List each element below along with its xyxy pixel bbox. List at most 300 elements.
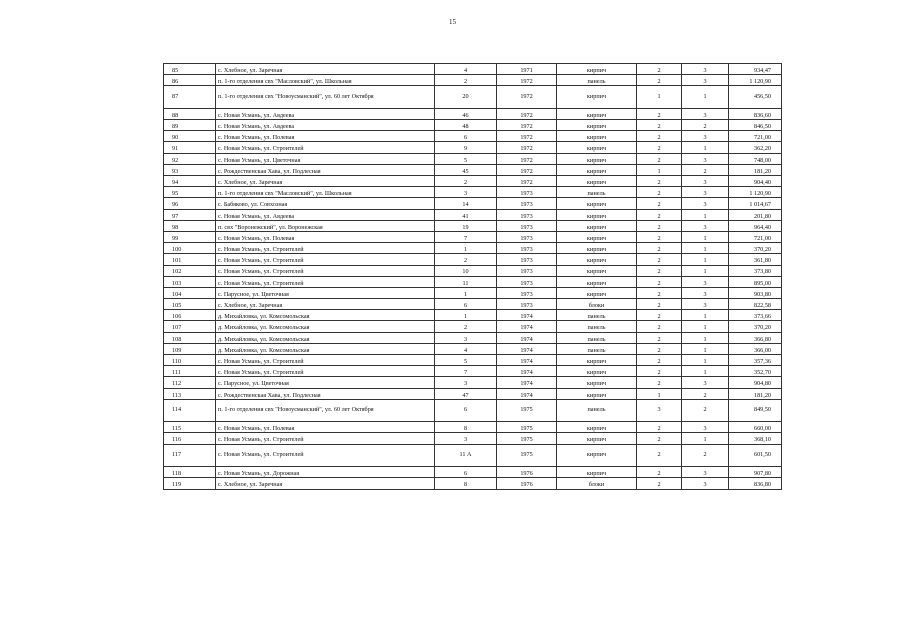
entrances-cell: 3 — [682, 198, 729, 209]
address-cell: д. Михайловка, ул. Комсомольская — [216, 321, 435, 332]
year-cell: 1973 — [497, 287, 557, 298]
house-number-cell: 1 — [435, 243, 497, 254]
area-cell: 721,00 — [729, 131, 782, 142]
address-cell: д. Михайловка, ул. Комсомольская — [216, 310, 435, 321]
floors-cell: 2 — [637, 64, 682, 75]
entrances-cell: 2 — [682, 388, 729, 399]
house-number-cell: 3 — [435, 377, 497, 388]
material-cell: кирпич — [557, 231, 637, 242]
year-cell: 1973 — [497, 220, 557, 231]
floors-cell: 2 — [637, 198, 682, 209]
table-row — [164, 287, 782, 298]
address-cell: с. Новая Усмань, ул. Авдеева — [216, 209, 435, 220]
area-cell: 822,58 — [729, 299, 782, 310]
house-number-cell: 2 — [435, 176, 497, 187]
row-number: 113 — [164, 388, 216, 399]
house-number-cell: 19 — [435, 220, 497, 231]
row-number: 96 — [164, 198, 216, 209]
address-cell: с. Хлебное, ул. Заречная — [216, 176, 435, 187]
house-number-cell: 7 — [435, 231, 497, 242]
area-cell: 836,60 — [729, 108, 782, 119]
year-cell: 1972 — [497, 153, 557, 164]
area-cell: 934,47 — [729, 64, 782, 75]
address-cell: п. 1-го отделения свх "Новоусманский", ул. 60 лет Октября — [216, 86, 435, 109]
year-cell: 1972 — [497, 86, 557, 109]
entrances-cell: 3 — [682, 64, 729, 75]
entrances-cell: 1 — [682, 332, 729, 343]
area-cell: 904,40 — [729, 176, 782, 187]
entrances-cell: 2 — [682, 399, 729, 422]
material-cell: кирпич — [557, 444, 637, 467]
floors-cell: 2 — [637, 276, 682, 287]
year-cell: 1973 — [497, 187, 557, 198]
material-cell: панель — [557, 310, 637, 321]
row-number: 115 — [164, 422, 216, 433]
material-cell: кирпич — [557, 142, 637, 153]
year-cell: 1972 — [497, 131, 557, 142]
entrances-cell: 3 — [682, 478, 729, 489]
entrances-cell: 3 — [682, 131, 729, 142]
material-cell: кирпич — [557, 276, 637, 287]
area-cell: 201,80 — [729, 209, 782, 220]
entrances-cell: 1 — [682, 366, 729, 377]
table-row — [164, 243, 782, 254]
row-number: 106 — [164, 310, 216, 321]
row-number: 110 — [164, 355, 216, 366]
material-cell: кирпич — [557, 467, 637, 478]
floors-cell: 2 — [637, 332, 682, 343]
floors-cell: 2 — [637, 75, 682, 86]
row-number: 90 — [164, 131, 216, 142]
area-cell: 366,80 — [729, 332, 782, 343]
entrances-cell: 3 — [682, 220, 729, 231]
material-cell: кирпич — [557, 176, 637, 187]
address-cell: с. Новая Усмань, ул. Строителей — [216, 243, 435, 254]
material-cell: кирпич — [557, 86, 637, 109]
material-cell: кирпич — [557, 388, 637, 399]
floors-cell: 2 — [637, 108, 682, 119]
address-cell: с. Новая Усмань, ул. Строителей — [216, 355, 435, 366]
row-number: 108 — [164, 332, 216, 343]
floors-cell: 2 — [637, 153, 682, 164]
table-row — [164, 108, 782, 119]
material-cell: панель — [557, 332, 637, 343]
material-cell: блоки — [557, 299, 637, 310]
area-cell: 352,70 — [729, 366, 782, 377]
floors-cell: 2 — [637, 243, 682, 254]
year-cell: 1974 — [497, 321, 557, 332]
area-cell: 1 120,90 — [729, 75, 782, 86]
material-cell: кирпич — [557, 254, 637, 265]
entrances-cell: 1 — [682, 254, 729, 265]
material-cell: кирпич — [557, 366, 637, 377]
material-cell: панель — [557, 75, 637, 86]
entrances-cell: 3 — [682, 287, 729, 298]
table-row — [164, 444, 782, 467]
floors-cell: 2 — [637, 444, 682, 467]
row-number: 86 — [164, 75, 216, 86]
table-row — [164, 366, 782, 377]
year-cell: 1973 — [497, 265, 557, 276]
entrances-cell: 3 — [682, 108, 729, 119]
area-cell: 895,00 — [729, 276, 782, 287]
row-number: 101 — [164, 254, 216, 265]
area-cell: 366,00 — [729, 343, 782, 354]
table-row — [164, 64, 782, 75]
address-cell: с. Парусное, ул. Цветочная — [216, 287, 435, 298]
floors-cell: 2 — [637, 343, 682, 354]
table-row — [164, 176, 782, 187]
row-number: 97 — [164, 209, 216, 220]
address-cell: с. Бабяково, ул. Совхозная — [216, 198, 435, 209]
row-number: 100 — [164, 243, 216, 254]
year-cell: 1976 — [497, 478, 557, 489]
entrances-cell: 3 — [682, 422, 729, 433]
year-cell: 1972 — [497, 164, 557, 175]
row-number: 112 — [164, 377, 216, 388]
address-cell: с. Рождественская Хава, ул. Подлесная — [216, 164, 435, 175]
address-cell: с. Новая Усмань, ул. Строителей — [216, 366, 435, 377]
material-cell: кирпич — [557, 120, 637, 131]
floors-cell: 2 — [637, 478, 682, 489]
floors-cell: 2 — [637, 422, 682, 433]
entrances-cell: 3 — [682, 276, 729, 287]
address-cell: д. Михайловка, ул. Комсомольская — [216, 332, 435, 343]
floors-cell: 2 — [637, 131, 682, 142]
area-cell: 368,10 — [729, 433, 782, 444]
row-number: 117 — [164, 444, 216, 467]
floors-cell: 2 — [637, 299, 682, 310]
material-cell: кирпич — [557, 131, 637, 142]
row-number: 99 — [164, 231, 216, 242]
row-number: 94 — [164, 176, 216, 187]
year-cell: 1973 — [497, 231, 557, 242]
entrances-cell: 1 — [682, 209, 729, 220]
house-number-cell: 10 — [435, 265, 497, 276]
table-row — [164, 131, 782, 142]
entrances-cell: 2 — [682, 164, 729, 175]
address-cell: с. Новая Усмань, ул. Строителей — [216, 276, 435, 287]
row-number: 92 — [164, 153, 216, 164]
table-row — [164, 388, 782, 399]
year-cell: 1974 — [497, 332, 557, 343]
row-number: 104 — [164, 287, 216, 298]
floors-cell: 2 — [637, 355, 682, 366]
table-row — [164, 254, 782, 265]
row-number: 95 — [164, 187, 216, 198]
house-number-cell: 14 — [435, 198, 497, 209]
year-cell: 1972 — [497, 142, 557, 153]
area-cell: 361,80 — [729, 254, 782, 265]
area-cell: 1 014,67 — [729, 198, 782, 209]
floors-cell: 2 — [637, 142, 682, 153]
address-cell: с. Новая Усмань, ул. Полевая — [216, 231, 435, 242]
floors-cell: 1 — [637, 388, 682, 399]
year-cell: 1972 — [497, 75, 557, 86]
house-number-cell: 5 — [435, 355, 497, 366]
table-row — [164, 265, 782, 276]
address-cell: с. Новая Усмань, ул. Полевая — [216, 131, 435, 142]
entrances-cell: 2 — [682, 120, 729, 131]
area-cell: 836,80 — [729, 478, 782, 489]
entrances-cell: 3 — [682, 153, 729, 164]
entrances-cell: 3 — [682, 176, 729, 187]
address-cell: с. Новая Усмань, ул. Авдеева — [216, 120, 435, 131]
floors-cell: 2 — [637, 287, 682, 298]
material-cell: панель — [557, 343, 637, 354]
house-number-cell: 2 — [435, 321, 497, 332]
table-row — [164, 299, 782, 310]
year-cell: 1972 — [497, 108, 557, 119]
floors-cell: 2 — [637, 377, 682, 388]
address-cell: с. Новая Усмань, ул. Строителей — [216, 433, 435, 444]
entrances-cell: 1 — [682, 243, 729, 254]
house-number-cell: 47 — [435, 388, 497, 399]
material-cell: панель — [557, 187, 637, 198]
address-cell: с. Рождественская Хава, ул. Подлесная — [216, 388, 435, 399]
floors-cell: 2 — [637, 231, 682, 242]
table-row — [164, 422, 782, 433]
entrances-cell: 1 — [682, 355, 729, 366]
material-cell: кирпич — [557, 243, 637, 254]
floors-cell: 2 — [637, 220, 682, 231]
entrances-cell: 1 — [682, 433, 729, 444]
address-cell: с. Хлебное, ул. Заречная — [216, 299, 435, 310]
table-row — [164, 377, 782, 388]
row-number: 88 — [164, 108, 216, 119]
row-number: 93 — [164, 164, 216, 175]
year-cell: 1975 — [497, 399, 557, 422]
year-cell: 1973 — [497, 198, 557, 209]
area-cell: 1 120,90 — [729, 187, 782, 198]
table-row — [164, 343, 782, 354]
area-cell: 370,20 — [729, 243, 782, 254]
address-cell: п. 1-го отделения свх "Новоусманский", ул. 60 лет Октября — [216, 399, 435, 422]
material-cell: кирпич — [557, 433, 637, 444]
material-cell: кирпич — [557, 64, 637, 75]
table-row — [164, 355, 782, 366]
year-cell: 1974 — [497, 377, 557, 388]
material-cell: кирпич — [557, 287, 637, 298]
material-cell: панель — [557, 321, 637, 332]
material-cell: панель — [557, 399, 637, 422]
row-number: 91 — [164, 142, 216, 153]
table-row — [164, 142, 782, 153]
address-cell: с. Хлебное, ул. Заречная — [216, 64, 435, 75]
floors-cell: 1 — [637, 86, 682, 109]
entrances-cell: 1 — [682, 343, 729, 354]
floors-cell: 3 — [637, 399, 682, 422]
table-row — [164, 198, 782, 209]
row-number: 87 — [164, 86, 216, 109]
table-body — [164, 64, 782, 490]
material-cell: кирпич — [557, 164, 637, 175]
floors-cell: 2 — [637, 209, 682, 220]
table-row — [164, 187, 782, 198]
row-number: 118 — [164, 467, 216, 478]
floors-cell: 2 — [637, 467, 682, 478]
year-cell: 1974 — [497, 388, 557, 399]
entrances-cell: 2 — [682, 444, 729, 467]
material-cell: кирпич — [557, 153, 637, 164]
entrances-cell: 3 — [682, 187, 729, 198]
row-number: 89 — [164, 120, 216, 131]
year-cell: 1976 — [497, 467, 557, 478]
row-number: 119 — [164, 478, 216, 489]
area-cell: 907,80 — [729, 467, 782, 478]
house-number-cell: 7 — [435, 366, 497, 377]
table-row — [164, 310, 782, 321]
address-cell: с. Новая Усмань, ул. Авдеева — [216, 108, 435, 119]
material-cell: кирпич — [557, 265, 637, 276]
table-row — [164, 231, 782, 242]
house-number-cell: 4 — [435, 64, 497, 75]
address-cell: с. Парусное, ул. Цветочная — [216, 377, 435, 388]
year-cell: 1973 — [497, 254, 557, 265]
address-cell: п. 1-го отделения свх "Масловский", ул. Школьная — [216, 75, 435, 86]
table-row — [164, 467, 782, 478]
floors-cell: 2 — [637, 321, 682, 332]
area-cell: 904,80 — [729, 377, 782, 388]
address-cell: с. Новая Усмань, ул. Строителей — [216, 265, 435, 276]
house-number-cell: 3 — [435, 187, 497, 198]
entrances-cell: 1 — [682, 231, 729, 242]
area-cell: 601,50 — [729, 444, 782, 467]
floors-cell: 1 — [637, 164, 682, 175]
table-row — [164, 220, 782, 231]
table-row — [164, 433, 782, 444]
year-cell: 1974 — [497, 343, 557, 354]
house-number-cell: 41 — [435, 209, 497, 220]
address-cell: с. Новая Усмань, ул. Дорожная — [216, 467, 435, 478]
row-number: 98 — [164, 220, 216, 231]
year-cell: 1972 — [497, 120, 557, 131]
entrances-cell: 1 — [682, 321, 729, 332]
table-row — [164, 478, 782, 489]
year-cell: 1972 — [497, 176, 557, 187]
address-cell: с. Новая Усмань, ул. Полевая — [216, 422, 435, 433]
year-cell: 1974 — [497, 366, 557, 377]
table-row — [164, 120, 782, 131]
material-cell: кирпич — [557, 198, 637, 209]
house-number-cell: 6 — [435, 131, 497, 142]
year-cell: 1971 — [497, 64, 557, 75]
table-row — [164, 332, 782, 343]
house-number-cell: 5 — [435, 153, 497, 164]
table-row — [164, 321, 782, 332]
house-number-cell: 2 — [435, 254, 497, 265]
house-number-cell: 11 — [435, 276, 497, 287]
material-cell: кирпич — [557, 220, 637, 231]
year-cell: 1975 — [497, 433, 557, 444]
table-row — [164, 399, 782, 422]
address-cell: с. Новая Усмань, ул. Строителей — [216, 142, 435, 153]
table-row — [164, 153, 782, 164]
house-number-cell: 1 — [435, 310, 497, 321]
house-number-cell: 20 — [435, 86, 497, 109]
row-number: 102 — [164, 265, 216, 276]
area-cell: 181,20 — [729, 388, 782, 399]
entrances-cell: 3 — [682, 75, 729, 86]
house-number-cell: 3 — [435, 433, 497, 444]
table-row — [164, 164, 782, 175]
entrances-cell: 3 — [682, 467, 729, 478]
house-number-cell: 8 — [435, 422, 497, 433]
table-row — [164, 75, 782, 86]
house-number-cell: 1 — [435, 287, 497, 298]
house-number-cell: 3 — [435, 332, 497, 343]
floors-cell: 2 — [637, 433, 682, 444]
address-cell: с. Новая Усмань, ул. Строителей — [216, 444, 435, 467]
year-cell: 1973 — [497, 243, 557, 254]
house-number-cell: 2 — [435, 75, 497, 86]
address-cell: с. Новая Усмань, ул. Строителей — [216, 254, 435, 265]
row-number: 85 — [164, 64, 216, 75]
year-cell: 1975 — [497, 444, 557, 467]
area-cell: 660,00 — [729, 422, 782, 433]
house-number-cell: 45 — [435, 164, 497, 175]
year-cell: 1973 — [497, 209, 557, 220]
material-cell: кирпич — [557, 355, 637, 366]
year-cell: 1974 — [497, 355, 557, 366]
address-cell: п. 1-го отделения свх "Масловский", ул. Школьная — [216, 187, 435, 198]
floors-cell: 2 — [637, 120, 682, 131]
house-number-cell: 9 — [435, 142, 497, 153]
row-number: 105 — [164, 299, 216, 310]
table-row — [164, 209, 782, 220]
floors-cell: 2 — [637, 254, 682, 265]
area-cell: 456,50 — [729, 86, 782, 109]
year-cell: 1974 — [497, 310, 557, 321]
area-cell: 849,50 — [729, 399, 782, 422]
year-cell: 1973 — [497, 299, 557, 310]
material-cell: кирпич — [557, 209, 637, 220]
year-cell: 1973 — [497, 276, 557, 287]
row-number: 107 — [164, 321, 216, 332]
year-cell: 1975 — [497, 422, 557, 433]
area-cell: 373,80 — [729, 265, 782, 276]
table-row — [164, 86, 782, 109]
house-number-cell: 4 — [435, 343, 497, 354]
house-number-cell: 6 — [435, 399, 497, 422]
floors-cell: 2 — [637, 265, 682, 276]
area-cell: 370,20 — [729, 321, 782, 332]
entrances-cell: 1 — [682, 142, 729, 153]
entrances-cell: 1 — [682, 265, 729, 276]
area-cell: 846,50 — [729, 120, 782, 131]
area-cell: 362,20 — [729, 142, 782, 153]
house-number-cell: 46 — [435, 108, 497, 119]
row-number: 109 — [164, 343, 216, 354]
entrances-cell: 3 — [682, 377, 729, 388]
page-number: 15 — [449, 18, 456, 26]
address-cell: с. Новая Усмань, ул. Цветочная — [216, 153, 435, 164]
entrances-cell: 3 — [682, 299, 729, 310]
house-number-cell: 48 — [435, 120, 497, 131]
table-row — [164, 276, 782, 287]
area-cell: 748,00 — [729, 153, 782, 164]
housing-table — [163, 63, 782, 490]
row-number: 111 — [164, 366, 216, 377]
entrances-cell: 1 — [682, 310, 729, 321]
row-number: 103 — [164, 276, 216, 287]
material-cell: блоки — [557, 478, 637, 489]
material-cell: кирпич — [557, 377, 637, 388]
address-cell: с. Хлебное, ул. Заречная — [216, 478, 435, 489]
row-number: 114 — [164, 399, 216, 422]
floors-cell: 2 — [637, 176, 682, 187]
area-cell: 373,66 — [729, 310, 782, 321]
